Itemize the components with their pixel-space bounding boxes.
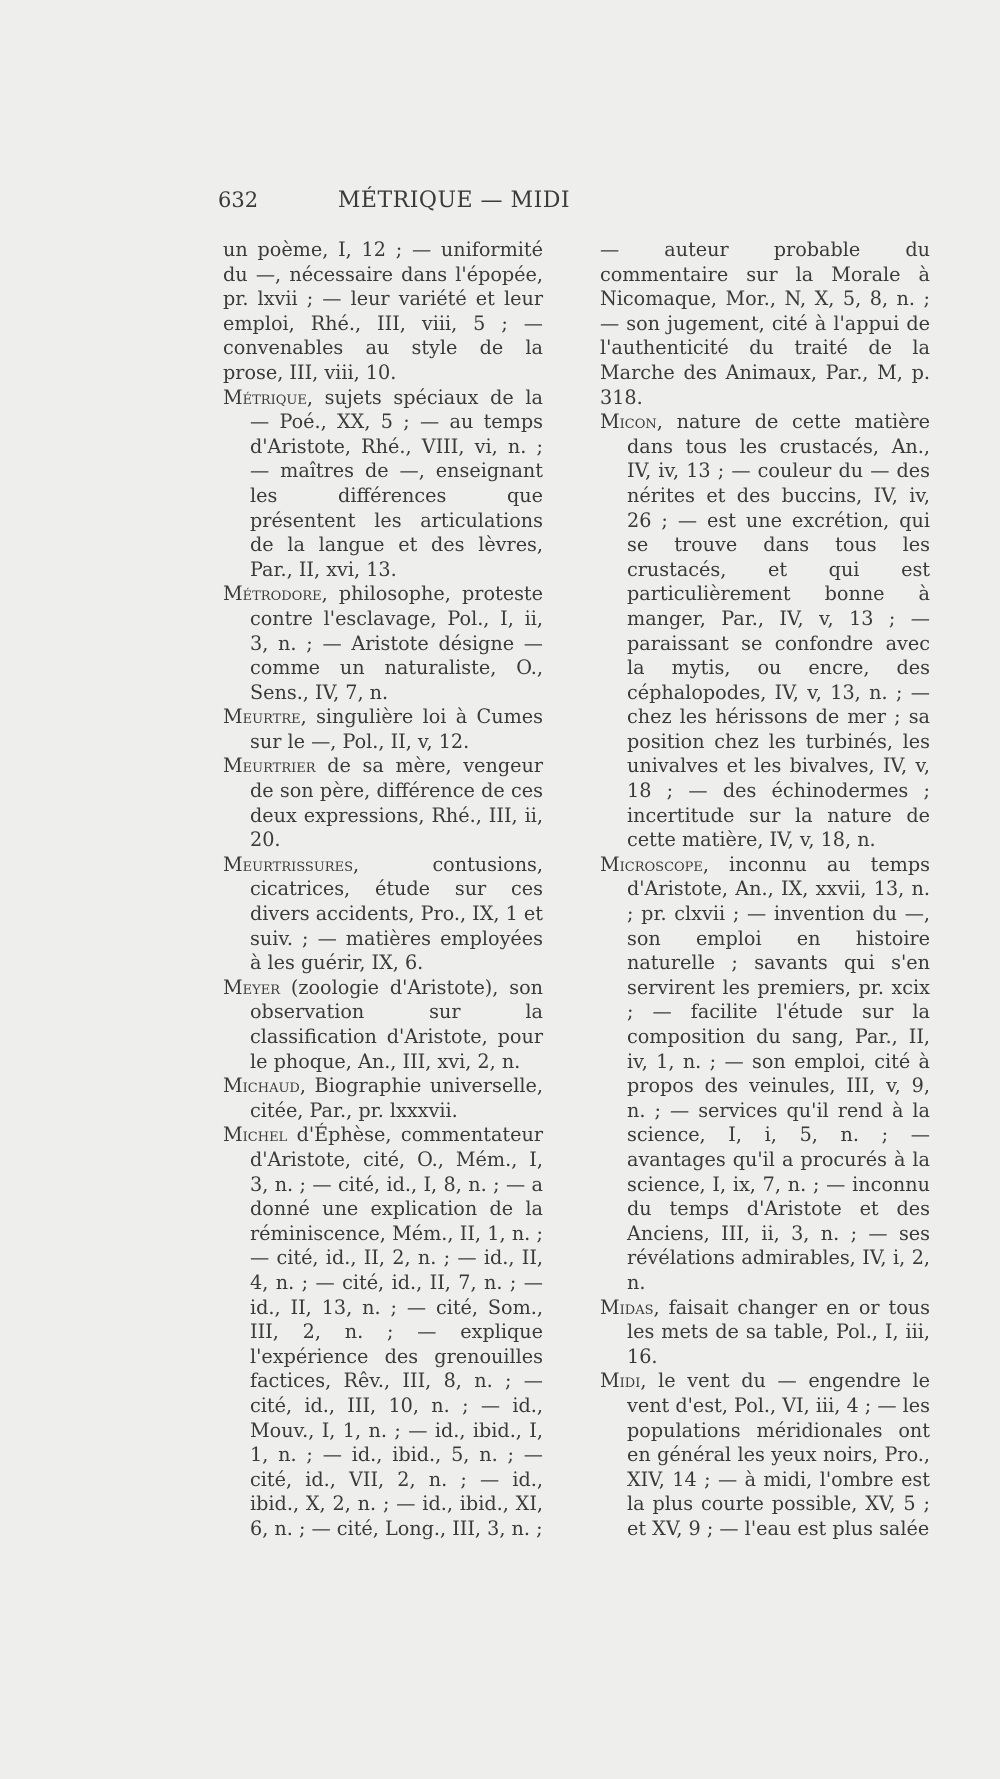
entry-text: singulière loi à Cumes sur le —, Pol., II, v, 12. xyxy=(250,705,543,753)
index-entry xyxy=(223,1123,543,1541)
index-entry xyxy=(223,1074,543,1123)
entry-text: d'Éphèse, commentateur d'Aristote, cité, O., Mém., I, 3, n. ; — cité, id., I, 8, n. ; — a donné une explication de la réminiscence, Mém., II, 1, n. ; — cité, id., II, 2, n. ; — id., II, 4, n. ; — cité, id., II, 7, n. ; — id., II, 13, n. ; — cité, Som., III, 2, n. ; — explique l'expérience des grenouilles factices, Rêv., III, 8, n. ; — cité, id., III, 10, n. ; — id., Mouv., I, 1, n. ; — id., ibid., I, 1, n. ; — id., ibid., 5, n. ; — cité, id., VII, 2, n. ; — id., ibid., X, 2, n. ; — id., ibid., XI, 6, n. ; — cité, Long., III, 3, n. ; xyxy=(250,1123,543,1540)
entry-text: inconnu au temps d'Aristote, An., IX, xxvii, 13, n. ; pr. clxvii ; — invention du —, son emploi en histoire naturelle ; savants qui s'en servirent les premiers, pr. xcix ; — facilite l'étude sur la composition du sang, Par., II, iv, 1, n. ; — son emploi, cité à propos des veinules, III, v, 9, n. ; — services qu'il rend à la science, I, i, 5, n. ; — avantages qu'il a procurés à la science, I, ix, 7, n. ; — inconnu du temps d'Aristote et des Anciens, III, ii, 3, n. ; — ses révélations admirables, IV, i, 2, n. xyxy=(627,852,931,1294)
entry-heading: Meurtre, xyxy=(223,705,307,729)
index-entry xyxy=(600,853,930,1296)
running-head: MÉTRIQUE — MIDI xyxy=(337,188,571,213)
index-entry xyxy=(223,582,543,705)
entry-heading: Métrodore, xyxy=(223,582,328,606)
entry-heading: Micon, xyxy=(600,410,663,434)
entry-text: faisait changer en or tous les mets de sa table, Pol., I, iii, 16. xyxy=(627,1295,930,1368)
index-entry xyxy=(600,1296,930,1370)
right-column xyxy=(600,238,930,1541)
page-number: 632 xyxy=(218,188,259,212)
page-header xyxy=(218,188,690,222)
entry-heading: Midas, xyxy=(600,1295,660,1319)
entry-text: le vent du — engendre le vent d'est, Pol., VI, iii, 4 ; — les populations méridionales ont en général les yeux noirs, Pro., XIV, 14 ; — à midi, l'ombre est la plus courte possible, XV, 5 ; et XV, 9 ; — l'eau est plus salée xyxy=(627,1369,930,1540)
entry-heading: Microscope, xyxy=(600,852,710,876)
entry-text: philosophe, proteste contre l'esclavage, Pol., I, ii, 3, n. ; — Aristote désigne — comme un naturaliste, O., Sens., IV, 7, n. xyxy=(250,582,543,704)
entry-text: nature de cette matière dans tous les crustacés, An., IV, iv, 13 ; — couleur du — des nérites et des buccins, IV, iv, 26 ; — est une excrétion, qui se trouve dans tous les crustacés, et qui est particulièrement bonne à manger, Par., IV, v, 13 ; — paraissant se confondre avec la mytis, ou encre, des céphalopodes, IV, v, 13, n. ; — chez les hérissons de mer ; sa position chez les turbinés, les univalves et les bivalves, IV, v, 18 ; — des échinodermes ; incertitude sur la nature de cette matière, IV, v, 18, n. xyxy=(627,410,930,852)
entry-heading: Meurtrier xyxy=(223,754,316,778)
entry-heading: Meyer xyxy=(223,975,280,999)
entry-text: un poème, I, 12 ; — uniformité du —, nécessaire dans l'épopée, pr. lxvii ; — leur variété et leur emploi, Rhé., III, viii, 5 ; — convenables au style de la prose, III, viii, 10. xyxy=(223,238,543,384)
index-entry xyxy=(223,386,543,583)
index-entry xyxy=(223,754,543,852)
entry-text: contusions, cicatrices, étude sur ces divers accidents, Pro., IX, 1 et suiv. ; — matières employées à les guérir, IX, 6. xyxy=(250,852,543,975)
index-entry xyxy=(600,410,930,853)
entry-heading: Michel xyxy=(223,1123,288,1147)
entry-heading: Meurtrissures, xyxy=(223,852,360,876)
entry-text: — auteur probable du commentaire sur la Morale à Nicomaque, Mor., N, X, 5, 8, n. ; — son jugement, cité à l'appui de l'authenticité du traité de la Marche des Animaux, Par., M, p. 318. xyxy=(600,238,930,409)
entry-text: (zoologie d'Aristote), son observation sur la classification d'Aristote, pour le phoque, An., III, xvi, 2, n. xyxy=(250,975,543,1073)
left-column xyxy=(223,238,543,1541)
index-entry xyxy=(223,853,543,976)
index-entry xyxy=(223,976,543,1074)
entry-text: de sa mère, vengeur de son père, différence de ces deux expressions, Rhé., III, ii, 20. xyxy=(250,754,543,852)
entry-heading: Métrique, xyxy=(223,385,313,409)
index-entry xyxy=(223,238,543,386)
index-entry xyxy=(600,238,930,410)
entry-heading: Michaud, xyxy=(223,1074,306,1098)
index-entry xyxy=(223,705,543,754)
index-entry xyxy=(600,1369,930,1541)
entry-heading: Midi, xyxy=(600,1369,647,1393)
entry-text: sujets spéciaux de la — Poé., XX, 5 ; — au temps d'Aristote, Rhé., VIII, vi, n. ; — maîtres de —, enseignant les différences que présentent les articulations de la langue et des lèvres, Par., II, xvi, 13. xyxy=(250,385,543,581)
entry-text: Biographie universelle, citée, Par., pr. lxxxvii. xyxy=(250,1074,543,1122)
